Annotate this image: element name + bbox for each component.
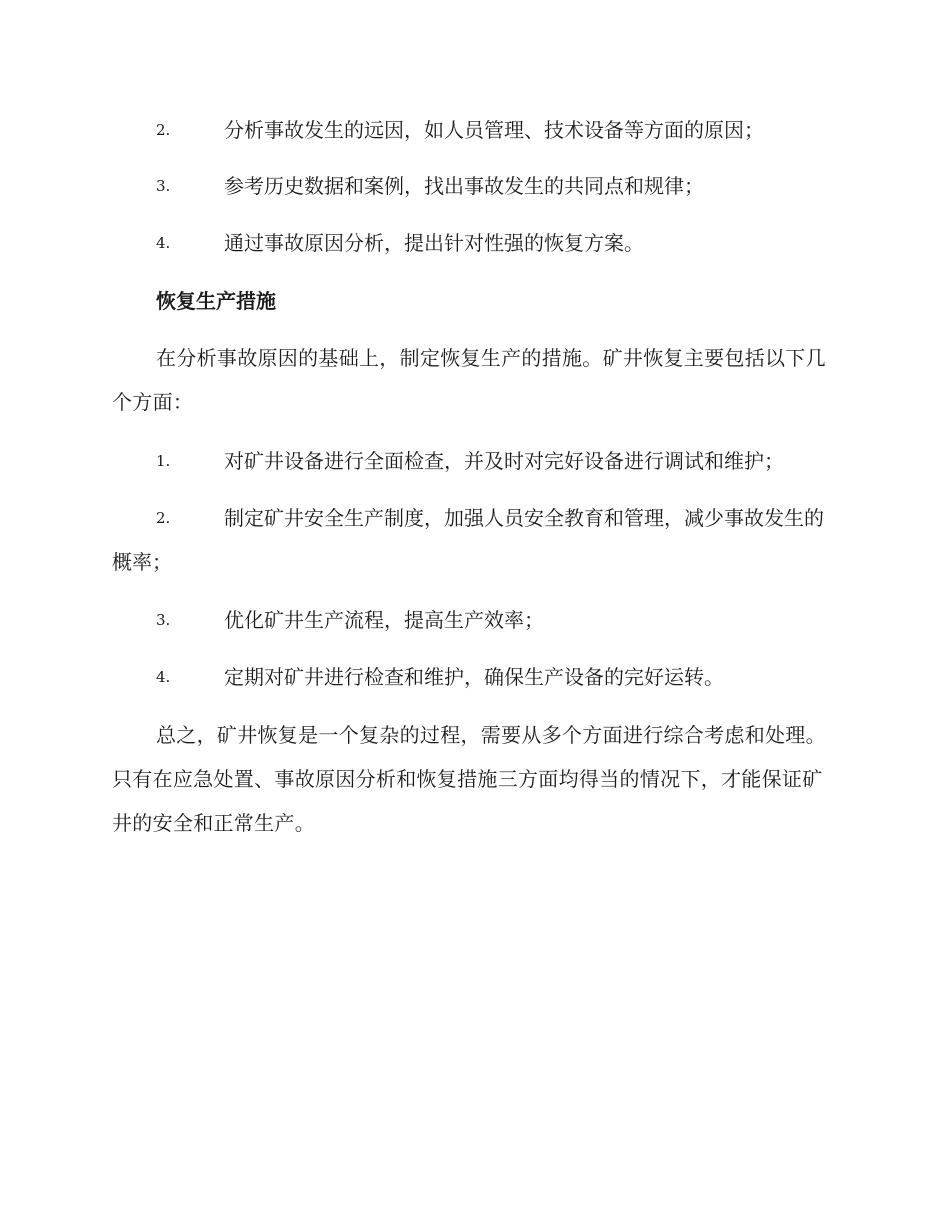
list-number: 2. — [156, 509, 171, 527]
list-item — [156, 221, 836, 265]
list-text: 分析事故发生的远因，如人员管理、技术设备等方面的原因； — [224, 118, 764, 142]
list-number: 4. — [156, 234, 171, 252]
list-item — [156, 164, 836, 208]
list-item — [156, 439, 836, 483]
list-number: 3. — [156, 177, 171, 195]
conclusion-paragraph: 总之，矿井恢复是一个复杂的过程，需要从多个方面进行综合考虑和处理。只有在应急处置、事故原因分析和恢复措施三方面均得当的情况下，才能保证矿井的安全和正常生产。 — [112, 723, 826, 835]
list-text: 对矿井设备进行全面检查，并及时对完好设备进行调试和维护； — [224, 449, 784, 473]
list-number: 3. — [156, 611, 171, 629]
list-number: 2. — [156, 121, 171, 139]
list-item — [156, 108, 836, 152]
list-text: 制定矿井安全生产制度，加强人员安全教育和管理，减少事故发生的概率； — [112, 506, 824, 574]
list-number: 1. — [156, 452, 171, 470]
list-item — [156, 598, 836, 642]
list-text: 通过事故原因分析，提出针对性强的恢复方案。 — [224, 231, 644, 255]
intro-paragraph: 在分析事故原因的基础上，制定恢复生产的措施。矿井恢复主要包括以下几个方面： — [112, 346, 826, 414]
list-text: 优化矿井生产流程，提高生产效率； — [224, 608, 544, 632]
list-item — [156, 655, 836, 699]
list-item — [112, 496, 840, 584]
list-number: 4. — [156, 668, 171, 686]
section-heading: 恢复生产措施 — [156, 289, 276, 313]
list-text: 参考历史数据和案例，找出事故发生的共同点和规律； — [224, 174, 704, 198]
list-text: 定期对矿井进行检查和维护，确保生产设备的完好运转。 — [224, 665, 724, 689]
